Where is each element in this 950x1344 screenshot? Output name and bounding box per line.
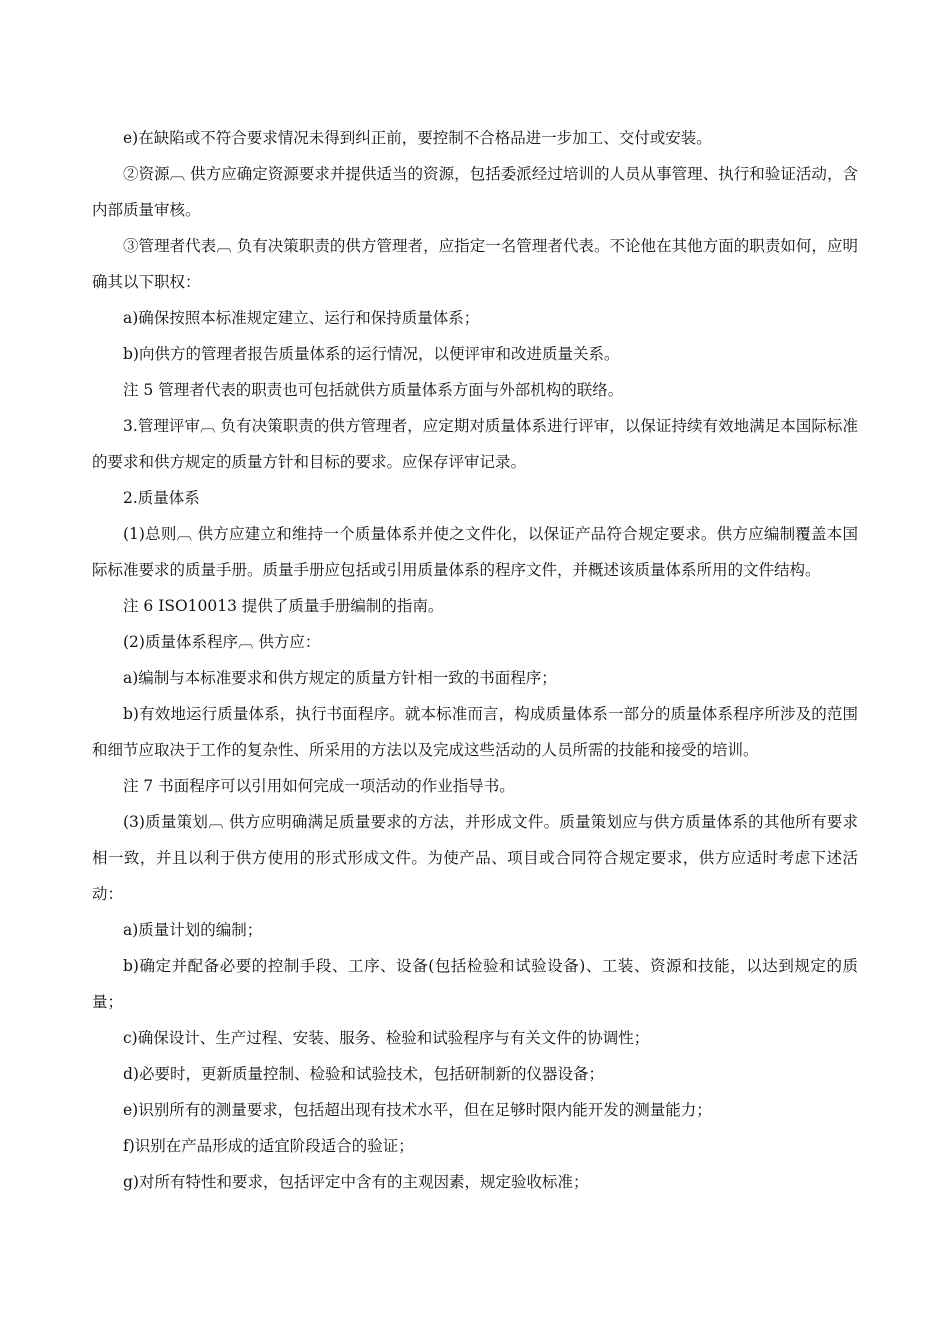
paragraph: a)编制与本标准要求和供方规定的质量方针相一致的书面程序；: [123, 669, 557, 687]
paragraph: 3.管理评审︹ 负有决策职责的供方管理者，应定期对质量体系进行评审，以保证持续有效地满足本国际标准的要求和供方规定的质量方针和目标的要求。应保存评审记录。: [92, 417, 858, 471]
paragraph: a)确保按照本标准规定建立、运行和保持质量体系；: [123, 309, 480, 327]
paragraph: a)质量计划的编制；: [123, 921, 263, 939]
paragraph: ②资源︹ 供方应确定资源要求并提供适当的资源，包括委派经过培训的人员从事管理、执行和验证活动，含内部质量审核。: [92, 165, 858, 219]
document-body: [92, 120, 858, 1200]
paragraph: ③管理者代表︹ 负有决策职责的供方管理者，应指定一名管理者代表。不论他在其他方面的职责如何，应明确其以下职权：: [92, 237, 858, 291]
paragraph: c)确保设计、生产过程、安装、服务、检验和试验程序与有关文件的协调性；: [123, 1029, 650, 1047]
paragraph: (3)质量策划︹ 供方应明确满足质量要求的方法，并形成文件。质量策划应与供方质量体系的其他所有要求相一致，并且以利于供方使用的形式形成文件。为使产品、项目或合同符合规定要求，供方应适时考虑下述活动：: [92, 813, 858, 903]
paragraph: d)必要时，更新质量控制、检验和试验技术，包括研制新的仪器设备；: [123, 1065, 604, 1083]
paragraph: f)识别在产品形成的适宜阶段适合的验证；: [123, 1137, 414, 1155]
paragraph: b)确定并配备必要的控制手段、工序、设备(包括检验和试验设备)、工装、资源和技能，以达到规定的质量；: [92, 957, 858, 1011]
paragraph: b)向供方的管理者报告质量体系的运行情况，以便评审和改进质量关系。: [123, 345, 620, 363]
paragraph: b)有效地运行质量体系，执行书面程序。就本标准而言，构成质量体系一部分的质量体系程序所涉及的范围和细节应取决于工作的复杂性、所采用的方法以及完成这些活动的人员所需的技能和接受的培训。: [92, 705, 858, 759]
paragraph: e)识别所有的测量要求，包括超出现有技术水平，但在足够时限内能开发的测量能力；: [123, 1101, 712, 1119]
note: 注 7 书面程序可以引用如何完成一项活动的作业指导书。: [123, 777, 515, 795]
paragraph: g)对所有特性和要求，包括评定中含有的主观因素，规定验收标准；: [123, 1173, 589, 1191]
note: 注 6 ISO10013 提供了质量手册编制的指南。: [123, 597, 444, 615]
section-heading: 2.质量体系: [123, 489, 200, 507]
paragraph: (2)质量体系程序︹ 供方应：: [123, 633, 321, 651]
note: 注 5 管理者代表的职责也可包括就供方质量体系方面与外部机构的联络。: [123, 381, 624, 399]
paragraph: (1)总则︹ 供方应建立和维持一个质量体系并使之文件化，以保证产品符合规定要求。供方应编制覆盖本国际标准要求的质量手册。质量手册应包括或引用质量体系的程序文件，并概述该质量体系所用的文件结构。: [92, 525, 858, 579]
paragraph: e)在缺陷或不符合要求情况未得到纠正前，要控制不合格品进一步加工、交付或安装。: [123, 129, 712, 147]
